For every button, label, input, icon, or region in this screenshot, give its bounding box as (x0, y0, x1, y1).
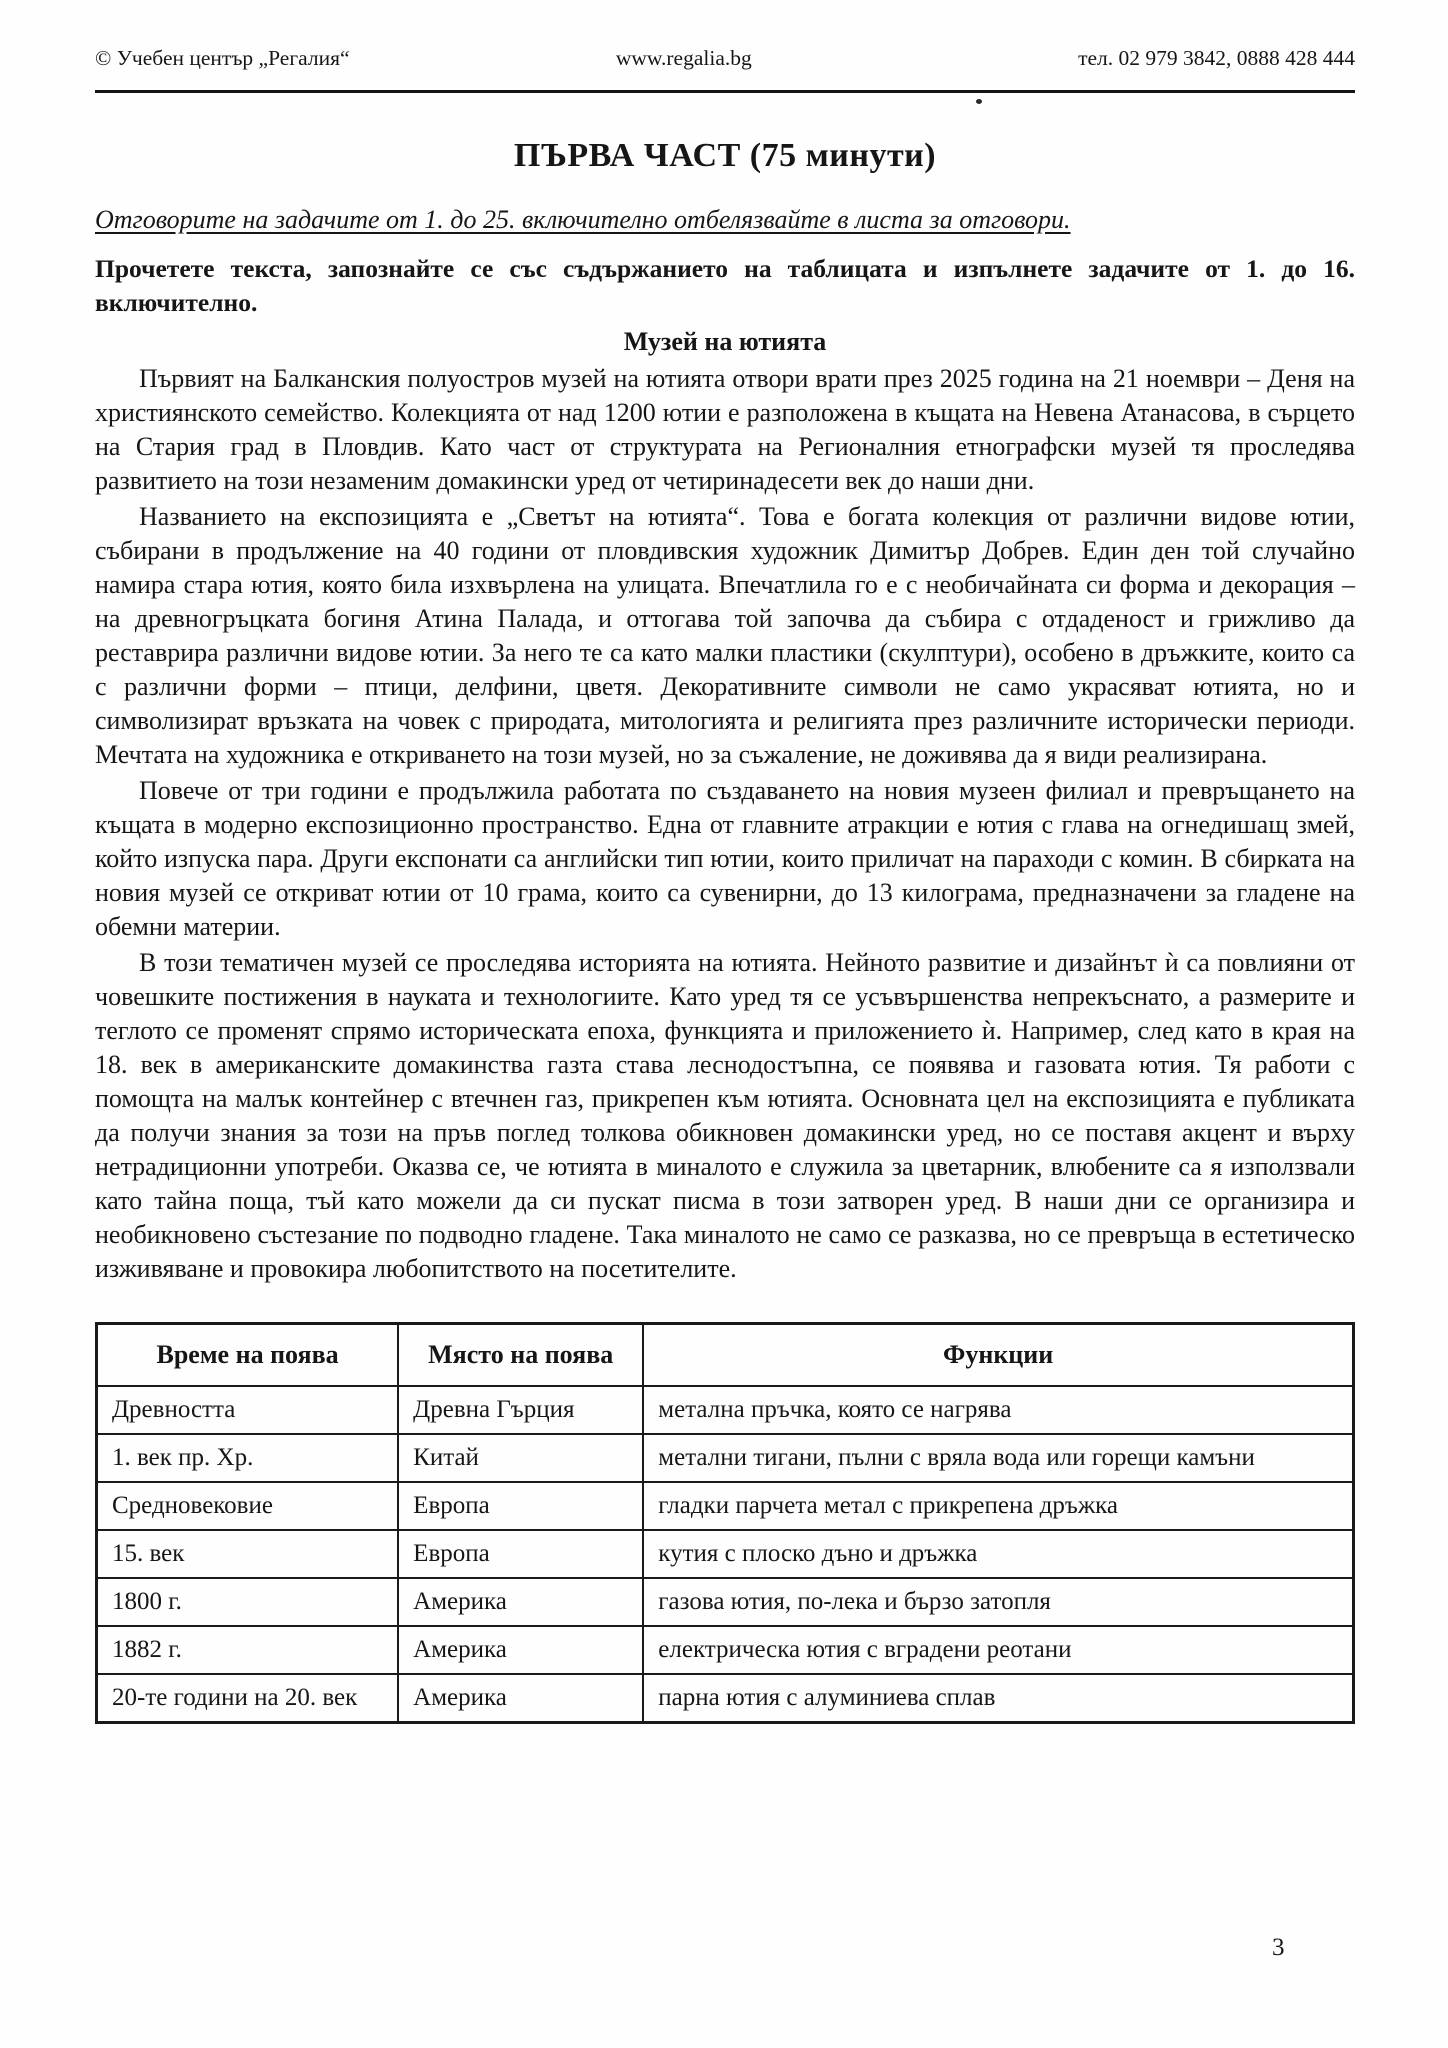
cell-place: Европа (398, 1530, 643, 1578)
answer-sheet-note: Отговорите на задачите от 1. до 25. включително отбелязвайте в листа за отговори. (95, 205, 1071, 234)
cell-time: 20-те години на 20. век (97, 1674, 399, 1723)
cell-function: метални тигани, пълни с вряла вода или горещи камъни (643, 1434, 1353, 1482)
header-website: www.regalia.bg (615, 46, 752, 70)
header-copyright: © Учебен център „Регалия“ (95, 46, 350, 70)
cell-function: електрическа ютия с вградени реотани (643, 1626, 1353, 1674)
page-header (95, 46, 1355, 93)
article-paragraph: Названието на експозицията е „Светът на ютията“. Това е богата колекция от различни видове ютии, събирани в продължение на 40 години от пловдивския художник Димитър Добрев. Един ден той случайно намира стара ютия, която била изхвърлена на улицата. Впечатлила го е с необичайната си форма и декорация – на древногръцката богиня Атина Палада, и оттогава той започва да събира с отдаденост и грижливо да реставрира различни видове ютии. За него те са като малки пластики (скулптури), особено в дръжките, които са с различни форми – птици, делфини, цветя. Декоративните символи не само украсяват ютията, но и символизират връзката на човек с природата, митологията и религията през различните исторически периоди. Мечтата на художника е откриването на този музей, но за съжаление, не доживява да я види реализирана. (95, 502, 1355, 769)
table-row (97, 1674, 1354, 1723)
cell-time: Древността (97, 1386, 399, 1434)
cell-function: парна ютия с алуминиева сплав (643, 1674, 1353, 1723)
article-body (95, 362, 1355, 1286)
header-cell-time: Време на поява (97, 1324, 399, 1387)
cell-function: газова ютия, по-лека и бързо затопля (643, 1578, 1353, 1626)
cell-time: 15. век (97, 1530, 399, 1578)
cell-place: Америка (398, 1674, 643, 1723)
header-cell-place: Място на поява (398, 1324, 643, 1387)
cell-time: Средновековие (97, 1482, 399, 1530)
article-paragraph: В този тематичен музей се проследява историята на ютията. Нейното развитие и дизайнът ѝ са повлияни от човешките постижения в науката и технологиите. Като уред тя се усъвършенства непрекъснато, а размерите и теглото се променят спрямо историческата епоха, функцията и приложението ѝ. Например, след като в края на 18. век в американските домакинства газта става леснодостъпна, се появява и газовата ютия. Тя работи с помощта на малък контейнер с втечнен газ, прикрепен към ютията. Основната цел на експозицията е публиката да получи знания за този на пръв поглед толкова обикновен домакински уред, но се поставя акцент и върху нетрадиционни употреби. Оказва се, че ютията в миналото е служила за цветарник, влюбените са я използвали като тайна поща, тъй като можели да си пускат писма в този затворен уред. В наши дни се организира и необикновено състезание по подводно гладене. Така миналото не само се разказва, но се превръща в естетическо изживяване и провокира любопитството на посетителите. (95, 948, 1355, 1283)
table-row (97, 1530, 1354, 1578)
page-number: 3 (1272, 1934, 1285, 1961)
table-row (97, 1578, 1354, 1626)
table-row (97, 1626, 1354, 1674)
cell-function: кутия с плоско дъно и дръжка (643, 1530, 1353, 1578)
cell-function: метална пръчка, която се нагрява (643, 1386, 1353, 1434)
iron-history-table (95, 1322, 1355, 1724)
cell-time: 1800 г. (97, 1578, 399, 1626)
cell-place: Китай (398, 1434, 643, 1482)
cell-place: Древна Гърция (398, 1386, 643, 1434)
cell-time: 1. век пр. Хр. (97, 1434, 399, 1482)
cell-time: 1882 г. (97, 1626, 399, 1674)
article-title: Музей на ютията (623, 327, 827, 356)
table-row (97, 1482, 1354, 1530)
cell-place: Америка (398, 1578, 643, 1626)
cell-function: гладки парчета метал с прикрепена дръжка (643, 1482, 1353, 1530)
table-row (97, 1434, 1354, 1482)
table-row (97, 1386, 1354, 1434)
header-phone: тел. 02 979 3842, 0888 428 444 (1078, 46, 1355, 70)
table-header-row (97, 1324, 1354, 1387)
cell-place: Америка (398, 1626, 643, 1674)
reading-instruction: Прочетете текста, запознайте се със съдържанието на таблицата и изпълнете задачите от 1. до 16. включително. (95, 254, 1355, 317)
article-paragraph: Първият на Балканския полуостров музей на ютията отвори врати през 2025 година на 21 ноември – Деня на християнското семейство. Колекцията от над 1200 ютии е разположена в къщата на Невена Атанасова, в сърцето на Стария град в Пловдив. Като част от структурата на Регионалния етнографски музей тя проследява развитието на този незаменим домакински уред от четиринадесети век до наши дни. (95, 364, 1355, 495)
part-title: ПЪРВА ЧАСТ (75 минути) (513, 137, 937, 174)
article-paragraph: Повече от три години е продължила работата по създаването на новия музеен филиал и превръщането на къщата в модерно експозиционно пространство. Една от главните атракции е ютия с глава на огнедишащ змей, който изпуска пара. Други експонати са английски тип ютии, които приличат на параходи с комин. В сбирката на новия музей се откриват ютии от 10 грама, които са сувенирни, до 13 килограма, предназначени за гладене на обемни материи. (95, 776, 1355, 941)
cell-place: Европа (398, 1482, 643, 1530)
header-cell-functions: Функции (643, 1324, 1353, 1387)
scan-artifact-dot (976, 99, 982, 104)
